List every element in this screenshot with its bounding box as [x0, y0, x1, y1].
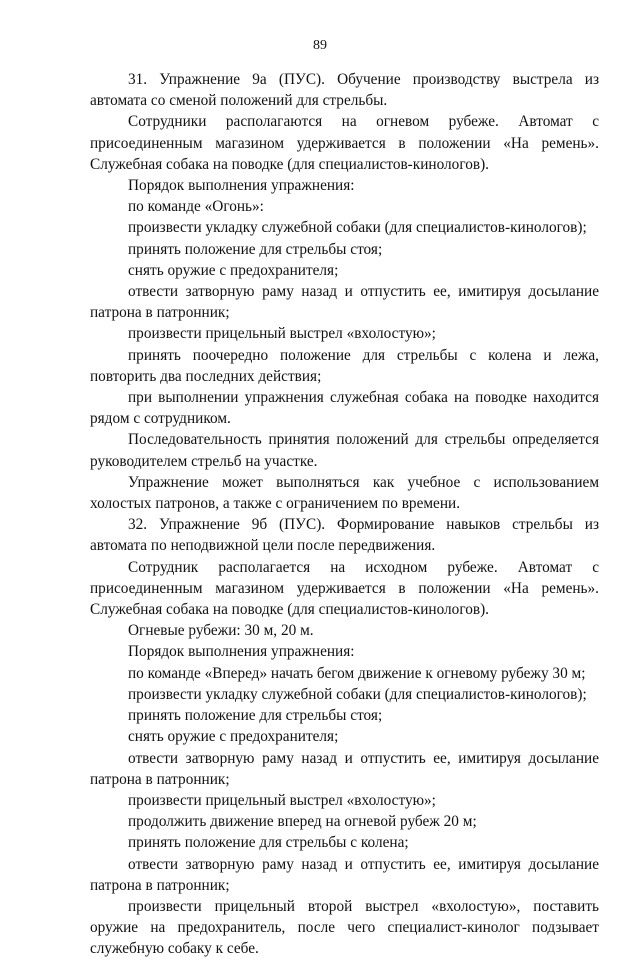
paragraph: принять поочередно положение для стрельбы с колена и лежа, повторить два последних действия; — [90, 346, 599, 385]
paragraph: при выполнении упражнения служебная собака на поводке находится рядом с сотрудником. — [90, 389, 599, 428]
paragraph: отвести затворную раму назад и отпустить ее, имитируя досылание патрона в патронник; — [90, 855, 599, 894]
paragraph: принять положение для стрельбы стоя; — [128, 240, 383, 258]
paragraph: по команде «Вперед» начать бегом движение к огневому рубежу 30 м; — [128, 664, 586, 682]
paragraph: отвести затворную раму назад и отпустить ее, имитируя досылание патрона в патронник; — [90, 749, 599, 788]
page-number: 89 — [313, 38, 327, 53]
paragraph: Порядок выполнения упражнения: — [128, 643, 355, 661]
paragraph: по команде «Огонь»: — [128, 198, 264, 216]
paragraph: Огневые рубежи: 30 м, 20 м. — [128, 622, 314, 640]
paragraph: отвести затворную раму назад и отпустить ее, имитируя досылание патрона в патронник; — [90, 283, 599, 322]
paragraph: 31. Упражнение 9а (ПУС). Обучение производству выстрела из автомата со сменой положений для стрельбы. — [90, 71, 599, 110]
paragraph: принять положение для стрельбы стоя; — [128, 707, 383, 725]
paragraph: Сотрудники располагаются на огневом рубеже. Автомат с присоединенным магазином удерживается в положении «На ремень». Служебная собака на поводке (для специалистов-кинологов). — [90, 113, 599, 173]
paragraph: 32. Упражнение 9б (ПУС). Формирование навыков стрельбы из автомата по неподвижной цели после передвижения. — [90, 516, 599, 555]
paragraph: Сотрудник располагается на исходном рубеже. Автомат с присоединенным магазином удерживается в положении «На ремень». Служебная собака на поводке (для специалистов-кинологов). — [90, 558, 599, 619]
paragraph: Порядок выполнения упражнения: — [128, 177, 355, 195]
paragraph: Упражнение может выполняться как учебное с использованием холостых патронов, а также с ограничением по времени. — [90, 473, 599, 513]
paragraph: снять оружие с предохранителя; — [128, 261, 339, 279]
paragraph: произвести прицельный выстрел «вхолостую»; — [128, 325, 436, 343]
paragraph: произвести прицельный выстрел «вхолостую»; — [128, 791, 436, 809]
paragraph: Последовательность принятия положений для стрельбы определяется руководителем стрельб на участке. — [90, 431, 599, 470]
paragraph: продолжить движение вперед на огневой рубеж 20 м; — [128, 813, 477, 831]
body-text — [90, 69, 599, 960]
paragraph: произвести укладку служебной собаки (для специалистов-кинологов); — [128, 219, 587, 237]
paragraph: произвести прицельный второй выстрел «вхолостую», поставить оружие на предохранитель, после чего специалист-кинолог подзывает служебную собаку к себе. — [90, 897, 599, 958]
paragraph: снять оружие с предохранителя; — [128, 728, 339, 746]
paragraph: принять положение для стрельбы с колена; — [128, 834, 409, 852]
paragraph: произвести укладку служебной собаки (для специалистов-кинологов); — [128, 685, 587, 703]
